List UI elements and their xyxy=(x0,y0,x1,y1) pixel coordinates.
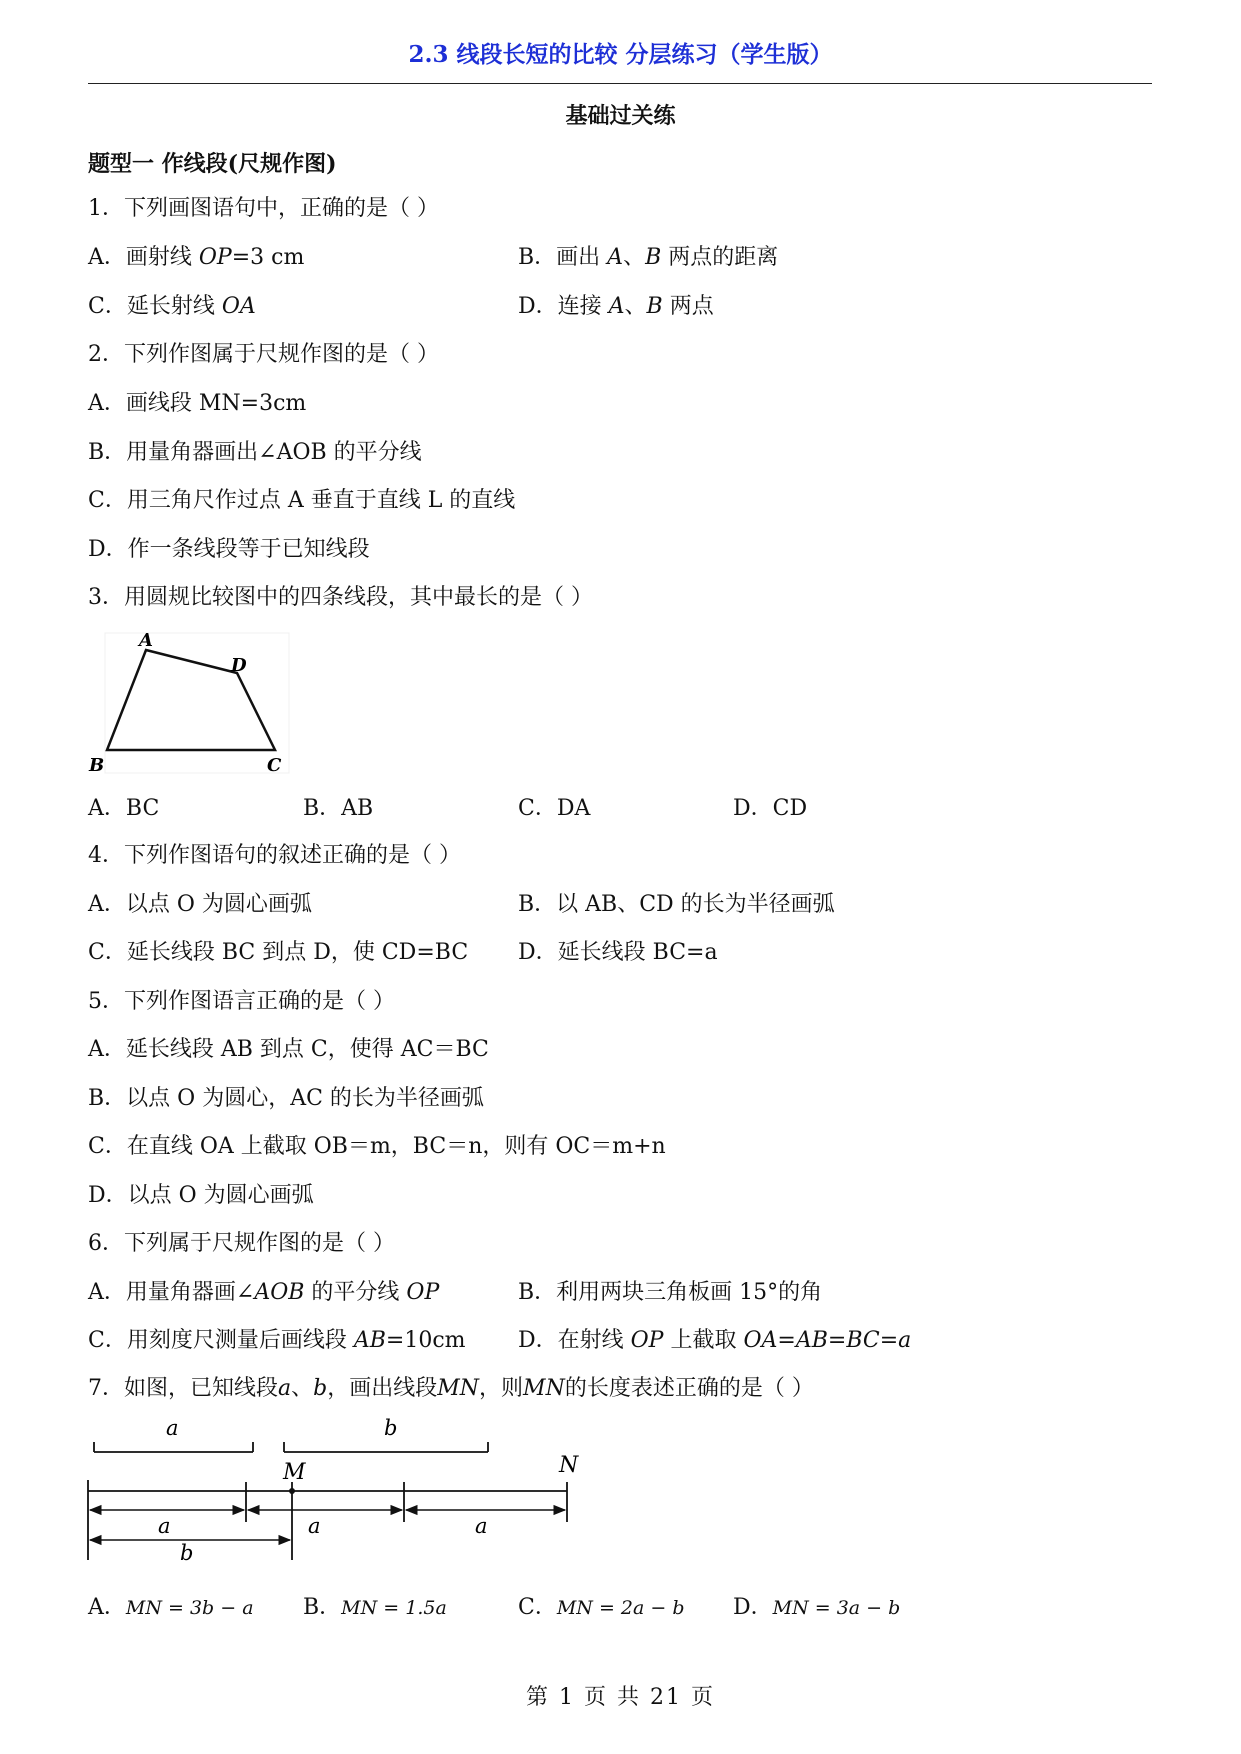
point-m xyxy=(289,1488,295,1494)
q7-option-c: C．MN = 2a − b xyxy=(518,1595,685,1620)
question-type-heading: 题型一 作线段(尺规作图) xyxy=(88,151,337,177)
given-segment-b xyxy=(284,1442,488,1452)
given-label-a: a xyxy=(166,1416,179,1440)
arrow-label-a-1: a xyxy=(158,1514,171,1538)
given-label-b: b xyxy=(384,1416,398,1440)
arrow-label-a-2: a xyxy=(308,1514,321,1538)
vertex-label-c: C xyxy=(267,755,282,776)
q7-segment-figure xyxy=(80,1412,600,1562)
quadrilateral-abcd xyxy=(107,650,275,750)
q5-option-d: D．以点 O 为圆心画弧 xyxy=(88,1183,314,1208)
q6-option-b: B．利用两块三角板画 15°的角 xyxy=(518,1280,823,1305)
q7-option-d: D．MN = 3a − b xyxy=(733,1595,901,1620)
q3-option-b: B．AB xyxy=(303,796,374,821)
header-divider xyxy=(88,83,1152,84)
q4-stem: 4．下列作图语句的叙述正确的是（ ） xyxy=(88,843,461,868)
q4-option-b: B．以 AB、CD 的长为半径画弧 xyxy=(518,892,835,917)
vertex-label-d: D xyxy=(231,655,247,676)
q5-option-c: C．在直线 OA 上截取 OB＝m，BC＝n，则有 OC＝m+n xyxy=(88,1134,666,1159)
q2-option-a: A．画线段 MN=3cm xyxy=(88,391,307,416)
point-label-m: M xyxy=(283,1460,306,1485)
q2-stem: 2．下列作图属于尺规作图的是（ ） xyxy=(88,342,439,367)
q2-option-b: B．用量角器画出∠AOB 的平分线 xyxy=(88,440,422,465)
q6-option-c: C．用刻度尺测量后画线段 AB=10cm xyxy=(88,1328,466,1353)
section-heading: 基础过关练 xyxy=(565,103,676,129)
q6-option-a: A．用量角器画∠AOB 的平分线 OP xyxy=(88,1280,440,1305)
page-footer: 第 1 页 共 21 页 xyxy=(526,1685,715,1710)
q6-stem: 6．下列属于尺规作图的是（ ） xyxy=(88,1231,395,1256)
q4-option-c: C．延长线段 BC 到点 D，使 CD=BC xyxy=(88,940,469,965)
vertex-label-b: B xyxy=(89,755,105,776)
arrow-label-a-3: a xyxy=(475,1514,488,1538)
vertex-label-a: A xyxy=(139,630,153,651)
document-title: 2.3 线段长短的比较 分层练习（学生版） xyxy=(408,41,833,68)
q3-quadrilateral-figure xyxy=(85,628,295,778)
q1-option-c: C．延长射线 OA xyxy=(88,294,256,319)
q3-option-d: D．CD xyxy=(733,796,808,821)
q1-stem: 1．下列画图语句中，正确的是（ ） xyxy=(88,196,439,221)
q7-option-a: A．MN = 3b − a xyxy=(88,1595,254,1620)
given-segment-a xyxy=(94,1442,253,1452)
q2-option-d: D．作一条线段等于已知线段 xyxy=(88,537,370,562)
q7-stem: 7．如图，已知线段a、b，画出线段MN，则MN的长度表述正确的是（ ） xyxy=(88,1376,814,1401)
q1-option-a: A．画射线 OP=3 cm xyxy=(88,245,305,270)
q1-option-d: D．连接 A、B 两点 xyxy=(518,294,714,319)
q5-option-b: B．以点 O 为圆心，AC 的长为半径画弧 xyxy=(88,1086,484,1111)
arrow-label-b: b xyxy=(180,1541,194,1562)
q3-option-a: A．BC xyxy=(88,796,160,821)
q7-option-b: B．MN = 1.5a xyxy=(303,1595,447,1620)
q5-stem: 5．下列作图语言正确的是（ ） xyxy=(88,989,395,1014)
q1-option-b: B．画出 A、B 两点的距离 xyxy=(518,245,779,270)
q4-option-d: D．延长线段 BC=a xyxy=(518,940,718,965)
q2-option-c: C．用三角尺作过点 A 垂直于直线 L 的直线 xyxy=(88,488,516,513)
q4-option-a: A．以点 O 为圆心画弧 xyxy=(88,892,312,917)
q3-stem: 3．用圆规比较图中的四条线段，其中最长的是（ ） xyxy=(88,585,593,610)
q3-option-c: C．DA xyxy=(518,796,591,821)
q5-option-a: A．延长线段 AB 到点 C，使得 AC＝BC xyxy=(88,1037,489,1062)
point-label-n: N xyxy=(559,1453,579,1478)
q6-option-d: D．在射线 OP 上截取 OA=AB=BC=a xyxy=(518,1328,912,1353)
